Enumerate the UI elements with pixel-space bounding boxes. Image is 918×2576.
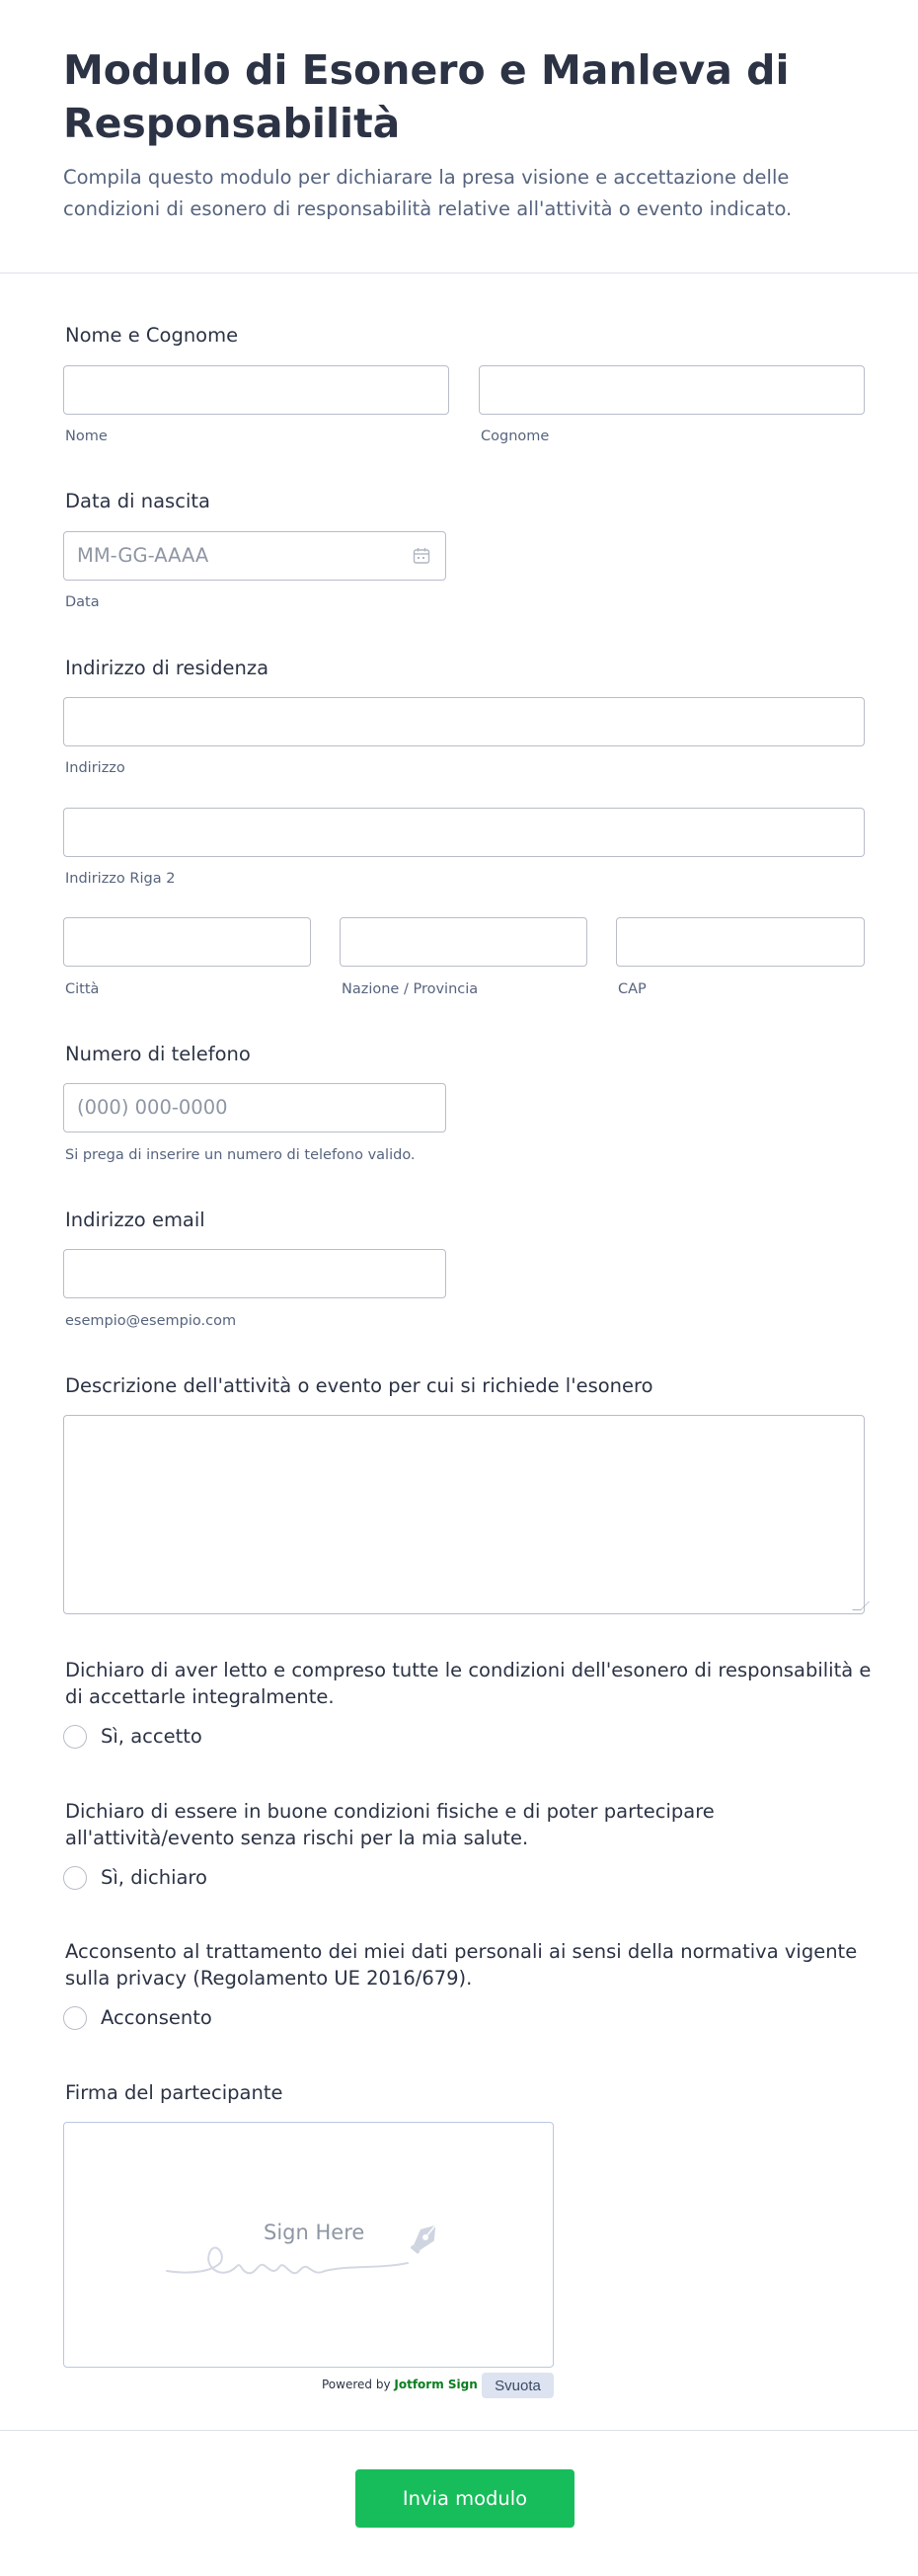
zip-input[interactable]	[616, 917, 865, 967]
powered-by-jotform-sign	[322, 2377, 478, 2392]
birthdate-sublabel: Data	[65, 594, 100, 610]
phone-input[interactable]	[63, 1083, 446, 1132]
state-sublabel: Nazione / Provincia	[342, 981, 479, 997]
birthdate-placeholder: MM-GG-AAAA	[77, 544, 209, 567]
birthdate-input[interactable]	[63, 531, 446, 581]
consent3-option-label[interactable]: Acconsento	[101, 2006, 212, 2029]
description-label: Descrizione dell'attività o evento per cui si richiede l'esonero	[65, 1374, 653, 1397]
city-sublabel: Città	[65, 981, 100, 997]
zip-sublabel: CAP	[618, 981, 647, 997]
clear-signature-button[interactable]: Svuota	[482, 2373, 554, 2398]
address-line2-sublabel: Indirizzo Riga 2	[65, 871, 176, 887]
email-label: Indirizzo email	[65, 1209, 205, 1231]
signature-pad[interactable]	[63, 2122, 554, 2368]
address-line1-input[interactable]	[63, 697, 865, 746]
powered-prefix: Powered by	[322, 2378, 391, 2391]
consent3-label: Acconsento al trattamento dei miei dati personali ai sensi della normativa vigente sulla privacy (Regolamento UE 2016/679).	[65, 1940, 858, 1990]
page-title: Modulo di Esonero e Manleva di Responsabilità	[63, 46, 790, 147]
calendar-icon[interactable]	[412, 546, 431, 570]
consent2-radio[interactable]	[63, 1866, 87, 1890]
form-header	[0, 0, 918, 273]
pen-nib-icon	[406, 2218, 445, 2261]
consent3-radio[interactable]	[63, 2006, 87, 2030]
name-label: Nome e Cognome	[65, 324, 239, 347]
address-line1-sublabel: Indirizzo	[65, 760, 125, 776]
birthdate-label: Data di nascita	[65, 490, 210, 512]
first-name-input[interactable]	[63, 365, 449, 415]
sign-here-hint: Sign Here	[264, 2221, 365, 2244]
submit-button[interactable]: Invia modulo	[355, 2469, 574, 2528]
address-line2-input[interactable]	[63, 808, 865, 857]
signature-label: Firma del partecipante	[65, 2081, 283, 2104]
consent1-option-label[interactable]: Sì, accetto	[101, 1725, 202, 1748]
consent1-radio[interactable]	[63, 1725, 87, 1749]
state-input[interactable]	[340, 917, 587, 967]
phone-label: Numero di telefono	[65, 1043, 251, 1065]
email-input[interactable]	[63, 1249, 446, 1298]
consent2-option-label[interactable]: Sì, dichiaro	[101, 1866, 207, 1889]
page-subtitle: Compila questo modulo per dichiarare la presa visione e accettazione delle condizioni di esonero di responsabilità relative all'attività o evento indicato.	[63, 166, 793, 220]
phone-placeholder: (000) 000-0000	[77, 1096, 228, 1119]
form-footer	[0, 2430, 918, 2576]
last-name-input[interactable]	[479, 365, 865, 415]
phone-sublabel: Si prega di inserire un numero di telefono valido.	[65, 1147, 416, 1163]
description-textarea[interactable]	[63, 1415, 865, 1614]
last-name-sublabel: Cognome	[481, 429, 550, 444]
resize-handle[interactable]	[852, 1601, 870, 1610]
city-input[interactable]	[63, 917, 311, 967]
first-name-sublabel: Nome	[65, 429, 108, 444]
consent1-label: Dichiaro di aver letto e compreso tutte le condizioni dell'esonero di responsabilità e di accettarle integralmente.	[65, 1659, 872, 1708]
email-sublabel: esempio@esempio.com	[65, 1313, 237, 1329]
powered-brand: Jotform Sign	[394, 2378, 478, 2391]
consent2-label: Dichiaro di essere in buone condizioni fisiche e di poter partecipare all'attività/evento senza rischi per la mia salute.	[65, 1800, 715, 1849]
address-label: Indirizzo di residenza	[65, 657, 269, 679]
